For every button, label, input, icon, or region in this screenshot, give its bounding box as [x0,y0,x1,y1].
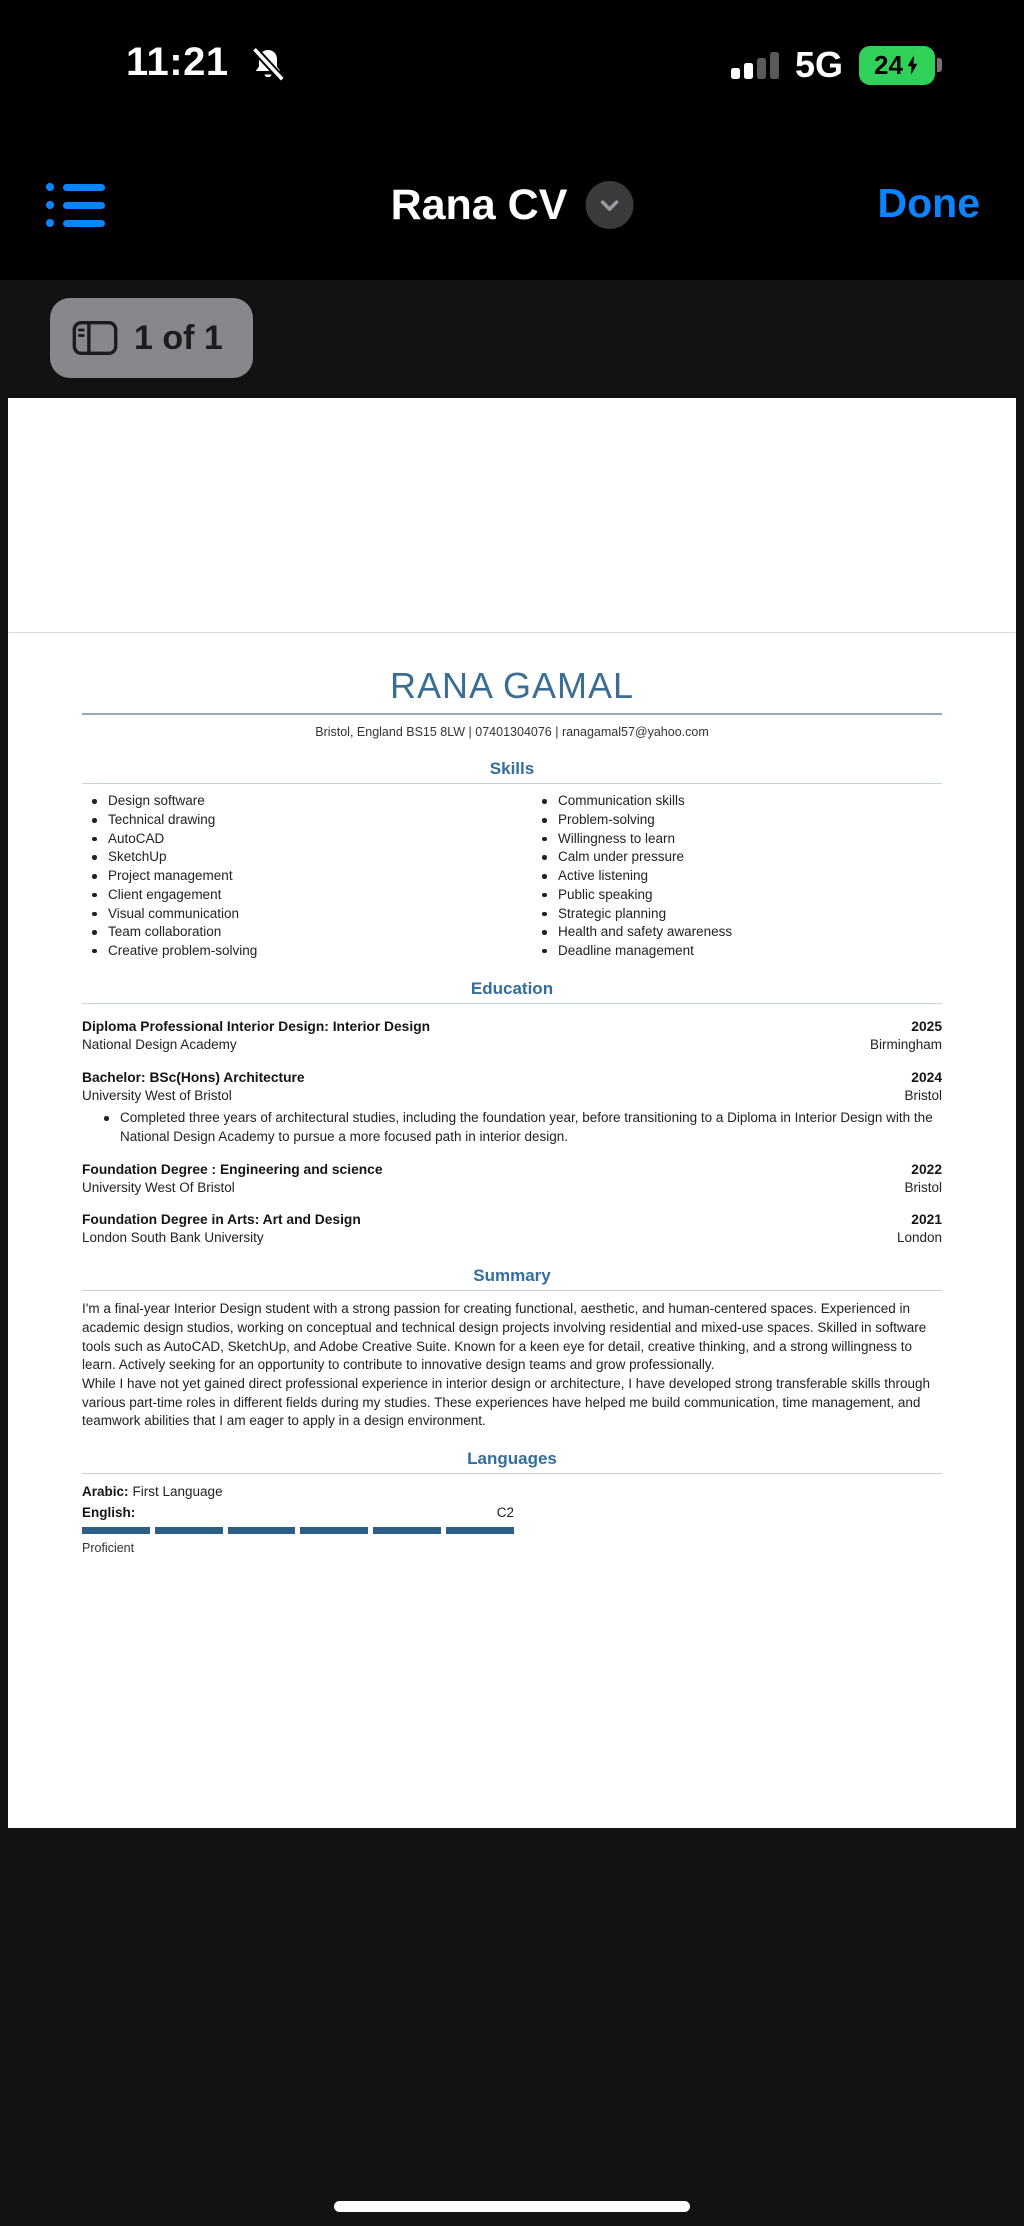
education-title: Diploma Professional Interior Design: Interior Design [82,1019,431,1035]
education-location: London [896,1230,942,1246]
skill-item: Willingness to learn [532,830,942,849]
page-edge-line [8,632,1016,633]
clock: 11:21 [126,40,229,84]
education-detail: Completed three years of architectural studies, including the foundation year, before transitioning to a Diploma in Interior Design with the National Design Academy to pursue a more focused path in interior design. [94,1109,942,1146]
table-of-contents-button[interactable] [46,174,108,236]
skill-item: Technical drawing [82,811,512,830]
divider [82,1290,942,1291]
languages-section [82,1483,942,1558]
skill-item: Public speaking [532,886,942,905]
page-indicator-label: 1 of 1 [134,318,223,357]
skill-item: Project management [82,867,512,886]
education-entry [82,1017,942,1055]
status-bar [0,0,1024,125]
summary-paragraph: I'm a final-year Interior Design student with a strong passion for creating functional, aesthetic, and human-centered spaces. Experienced in academic design studios, working on conceptual and technical design projects involving residential and mixed-use spaces. Skilled in software tools such as AutoCAD, SketchUp, and Adobe Creative Suite. Known for a keen eye for detail, creative thinking, and a strong willingness to learn. Actively seeking for an opportunity to contribute to innovative design teams and grow professionally. [82,1301,927,1373]
education-entry [82,1160,942,1198]
language-english [82,1504,514,1523]
thumbnails-sidebar-icon [72,319,118,357]
section-heading-education: Education [470,978,554,998]
home-indicator[interactable] [334,2201,690,2212]
battery-percent: 24 [874,49,903,80]
cv-name: RANA GAMAL [389,665,635,706]
education-year: 2025 [911,1019,942,1035]
document-title-menu[interactable] [391,158,634,252]
nav-bar [0,158,1024,254]
language-cefr-level: C2 [496,1504,514,1520]
skill-item: SketchUp [82,848,512,867]
done-button[interactable]: Done [877,180,980,226]
summary-section [82,1300,942,1430]
skills-column-left [82,792,512,960]
divider [82,1473,942,1474]
document-title: Rana CV [390,180,568,229]
pdf-page [8,398,1016,1828]
skill-item: Deadline management [532,942,942,961]
divider [82,713,942,715]
education-location: Bristol [904,1087,942,1103]
education-school: University West Of Bristol [82,1179,235,1195]
education-school: University West of Bristol [82,1087,232,1103]
skill-item: Active listening [532,867,942,886]
skill-item: Client engagement [82,886,512,905]
skill-item: Communication skills [532,792,942,811]
skill-item: AutoCAD [82,830,512,849]
education-location: Birmingham [869,1037,942,1053]
skill-item: Problem-solving [532,811,942,830]
education-school: London South Bank University [82,1230,264,1246]
education-school: National Design Academy [82,1037,237,1053]
skill-item: Creative problem-solving [82,942,512,961]
skill-item: Calm under pressure [532,848,942,867]
language-level: First Language [132,1484,223,1500]
skills-columns [82,792,942,960]
education-location: Bristol [904,1179,942,1195]
divider [82,783,942,784]
skill-item: Design software [82,792,512,811]
notifications-off-icon [247,44,289,86]
skill-item: Visual communication [82,905,512,924]
education-year: 2024 [911,1069,942,1085]
education-title: Foundation Degree in Arts: Art and Design [82,1212,361,1228]
document-viewer [0,280,1024,2226]
education-entry [82,1068,942,1147]
language-arabic [82,1483,942,1502]
cv-document [82,666,942,1558]
divider [82,1003,942,1004]
education-year: 2022 [911,1161,942,1177]
cv-contact-line: Bristol, England BS15 8LW | 07401304076 | ranagamal57@yahoo.com [315,724,709,739]
charging-bolt-icon [905,54,920,76]
education-entry [82,1210,942,1248]
education-year: 2021 [911,1212,942,1228]
section-heading-languages: Languages [467,1448,557,1468]
language-name: Arabic: [82,1484,129,1500]
skill-item: Team collaboration [82,923,512,942]
language-proficiency-bar [82,1527,514,1534]
section-heading-summary: Summary [473,1265,551,1285]
summary-paragraph: While I have not yet gained direct professional experience in interior design or architecture, I have developed strong transferable skills through various part-time roles in different fields during my studies. These experiences have helped me build communication, time management, and teamwork abilities that I am eager to apply in a design environment. [82,1375,930,1429]
skill-item: Health and safety awareness [532,923,942,942]
section-heading-skills: Skills [489,758,535,778]
language-proficiency-label: Proficient [82,1541,135,1556]
status-bar-right [731,44,942,86]
page-indicator-pill[interactable] [50,298,253,378]
battery-charging-icon [859,46,942,85]
cellular-signal-icon [731,52,779,79]
education-title: Bachelor: BSc(Hons) Architecture [82,1069,305,1085]
network-type: 5G [794,44,843,85]
chevron-down-icon [585,181,633,229]
language-name: English: [82,1504,136,1520]
skills-column-right [512,792,942,960]
education-title: Foundation Degree : Engineering and science [82,1161,383,1177]
skill-item: Strategic planning [532,905,942,924]
